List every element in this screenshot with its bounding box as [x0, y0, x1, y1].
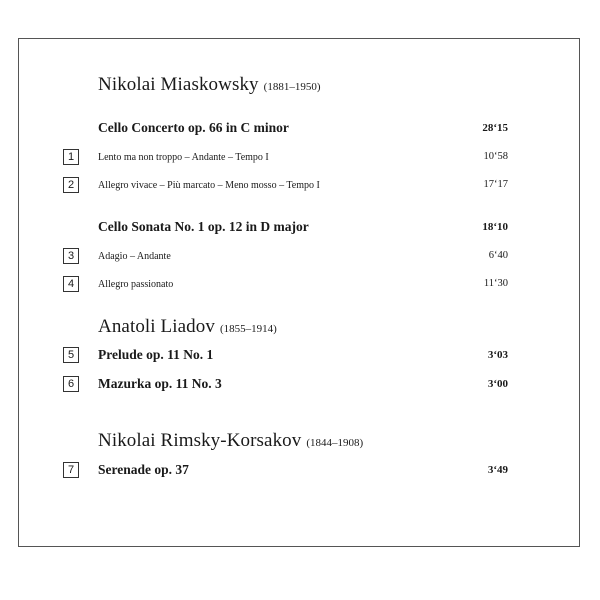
track-duration: 11‘30 — [483, 278, 508, 289]
track-number-box: 4 — [63, 276, 79, 292]
track-number-box: 5 — [63, 347, 79, 363]
work-title: Cello Concerto op. 66 in C minor — [98, 120, 289, 135]
track-title: Prelude op. 11 No. 1 — [98, 347, 214, 362]
track-duration: 17‘17 — [483, 179, 508, 190]
track-title: Allegro vivace – Più marcato – Meno mosso – Tempo I — [98, 180, 320, 191]
track-duration: 10‘58 — [483, 151, 508, 162]
composer-heading-rimsky-korsakov — [98, 430, 363, 452]
track-title: Adagio – Andante — [98, 251, 171, 262]
track-duration: 3‘49 — [487, 464, 508, 476]
composer-heading-miaskowsky — [98, 74, 320, 96]
composer-dates: (1881–1950) — [263, 81, 321, 93]
work-duration: 18‘10 — [482, 221, 508, 233]
track-number-box: 3 — [63, 248, 79, 264]
track-number-box: 1 — [63, 149, 79, 165]
track-title: Lento ma non troppo – Andante – Tempo I — [98, 152, 269, 163]
track-duration: 3‘03 — [487, 349, 508, 361]
track-duration: 3‘00 — [487, 378, 508, 390]
track-number-box: 6 — [63, 376, 79, 392]
composer-dates: (1855–1914) — [219, 323, 277, 335]
work-duration: 28‘15 — [482, 122, 508, 134]
track-title: Allegro passionato — [98, 279, 174, 290]
composer-name: Nikolai Miaskowsky — [98, 74, 259, 95]
composer-heading-liadov — [98, 316, 277, 338]
work-title: Cello Sonata No. 1 op. 12 in D major — [98, 219, 309, 234]
composer-name: Anatoli Liadov — [98, 316, 215, 337]
composer-dates: (1844–1908) — [306, 437, 364, 449]
track-number-box: 2 — [63, 177, 79, 193]
track-number-box: 7 — [63, 462, 79, 478]
track-title: Serenade op. 37 — [98, 462, 189, 477]
composer-name: Nikolai Rimsky-Korsakov — [98, 430, 302, 451]
track-title: Mazurka op. 11 No. 3 — [98, 376, 222, 391]
track-duration: 6‘40 — [488, 250, 508, 261]
